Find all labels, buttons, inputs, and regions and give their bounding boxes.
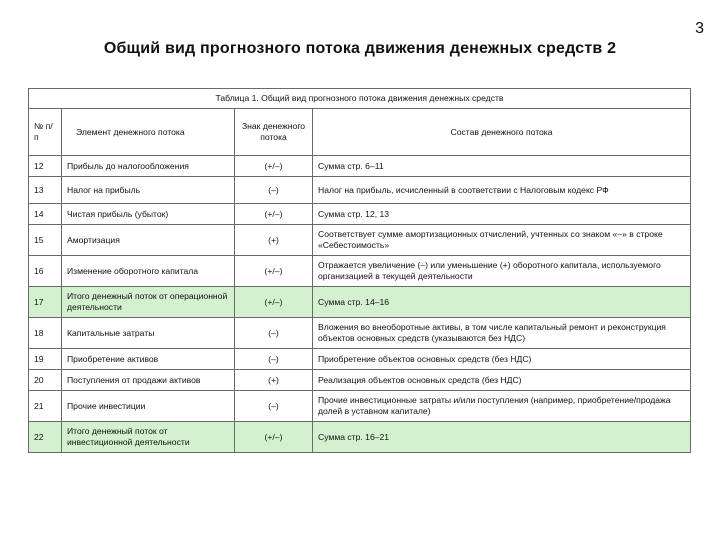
row-num-cell: 13: [29, 177, 62, 204]
table-row: [29, 422, 691, 453]
header-sign: Знак денежного потока: [235, 109, 313, 156]
table-row: [29, 256, 691, 287]
row-num-cell: 15: [29, 225, 62, 256]
row-composition-cell: Соответствует сумме амортизационных отчислений, учтенных со знаком «–» в строке «Себестоимость»: [313, 225, 691, 256]
row-sign-cell: (–): [235, 318, 313, 349]
row-element-cell: Амортизация: [62, 225, 235, 256]
table-header-row: [29, 109, 691, 156]
row-element-cell: Приобретение активов: [62, 349, 235, 370]
table-body: [29, 156, 691, 453]
table-caption-row: [29, 89, 691, 109]
row-num-cell: 18: [29, 318, 62, 349]
row-num-cell: 12: [29, 156, 62, 177]
row-sign-cell: (+/–): [235, 256, 313, 287]
table-row: [29, 349, 691, 370]
row-sign-cell: (+/–): [235, 287, 313, 318]
table-row: [29, 156, 691, 177]
slide-title: Общий вид прогнозного потока движения денежных средств 2: [103, 40, 617, 57]
row-element-cell: Налог на прибыль: [62, 177, 235, 204]
row-sign-cell: (+): [235, 370, 313, 391]
row-sign-cell: (–): [235, 391, 313, 422]
row-sign-cell: (+): [235, 225, 313, 256]
row-composition-cell: Сумма стр. 16–21: [313, 422, 691, 453]
row-num-cell: 20: [29, 370, 62, 391]
row-composition-cell: Налог на прибыль, исчисленный в соответствии с Налоговым кодекс РФ: [313, 177, 691, 204]
row-element-cell: Прочие инвестиции: [62, 391, 235, 422]
row-num-cell: 14: [29, 204, 62, 225]
row-composition-cell: Сумма стр. 12, 13: [313, 204, 691, 225]
row-composition-cell: Сумма стр. 6–11: [313, 156, 691, 177]
row-composition-cell: Отражается увеличение (–) или уменьшение (+) оборотного капитала, используемого организацией в текущей деятельности: [313, 256, 691, 287]
row-element-cell: Поступления от продажи активов: [62, 370, 235, 391]
row-sign-cell: (+/–): [235, 204, 313, 225]
cash-flow-table: [28, 88, 691, 453]
table-row: [29, 225, 691, 256]
table-caption: Таблица 1. Общий вид прогнозного потока движения денежных средств: [29, 89, 691, 109]
table-row: [29, 204, 691, 225]
page-number: 3: [695, 20, 704, 37]
row-element-cell: Прибыль до налогообложения: [62, 156, 235, 177]
row-element-cell: Капитальные затраты: [62, 318, 235, 349]
row-element-cell: Итого денежный поток от операционной деятельности: [62, 287, 235, 318]
row-sign-cell: (+/–): [235, 422, 313, 453]
row-composition-cell: Вложения во внеоборотные активы, в том числе капитальный ремонт и реконструкция объектов основных средств (указываются без НДС): [313, 318, 691, 349]
row-sign-cell: (–): [235, 349, 313, 370]
table-row: [29, 287, 691, 318]
row-composition-cell: Сумма стр. 14–16: [313, 287, 691, 318]
row-composition-cell: Приобретение объектов основных средств (без НДС): [313, 349, 691, 370]
header-composition: Состав денежного потока: [313, 109, 691, 156]
row-sign-cell: (–): [235, 177, 313, 204]
row-num-cell: 17: [29, 287, 62, 318]
header-num: № п/п: [29, 109, 62, 156]
table-row: [29, 177, 691, 204]
table-row: [29, 370, 691, 391]
row-num-cell: 22: [29, 422, 62, 453]
row-num-cell: 16: [29, 256, 62, 287]
row-element-cell: Чистая прибыль (убыток): [62, 204, 235, 225]
row-composition-cell: Реализация объектов основных средств (без НДС): [313, 370, 691, 391]
row-element-cell: Итого денежный поток от инвестиционной деятельности: [62, 422, 235, 453]
table-row: [29, 391, 691, 422]
header-element: Элемент денежного потока: [62, 109, 235, 156]
row-sign-cell: (+/–): [235, 156, 313, 177]
row-element-cell: Изменение оборотного капитала: [62, 256, 235, 287]
row-num-cell: 19: [29, 349, 62, 370]
row-composition-cell: Прочие инвестиционные затраты и/или поступления (например, приобретение/продажа долей в уставном капитале): [313, 391, 691, 422]
table-row: [29, 318, 691, 349]
row-num-cell: 21: [29, 391, 62, 422]
